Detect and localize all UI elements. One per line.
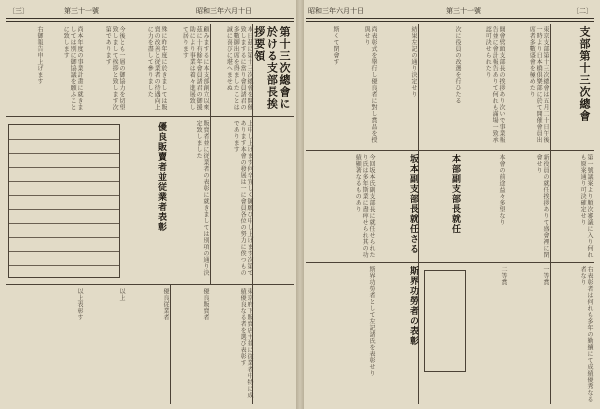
issue-date: 昭和三年六月十日: [308, 7, 364, 15]
article-text: 二等賞: [500, 266, 507, 286]
article-text: 右表彰者は何れも多年の勤續にて成績優秀なる者なり: [579, 266, 593, 403]
article-text: 今回坂本氏副支部長に就任せられたり氏は多年斯業に盡瘁せられ其の功績顯著なるものあり: [354, 154, 375, 258]
article-text: 開會劈頭支部長の挨拶あり次いで事業報告並に會計報告ありて何れも滿場一致承認可決せられたり: [484, 26, 505, 143]
article-text: 今後とも一層の御協力を切望致しまして挨拶と致します次第であります: [104, 26, 125, 111]
award-headline: 優良販賣者並従業者表彰: [156, 122, 166, 232]
article-text: 優良販賣者: [202, 288, 209, 321]
article-text: 東京支部第十三次總會は五月二十日午後一時より日本橋倶樂部に於て開催會員出席者多數盛會を極めたり: [528, 26, 549, 143]
article-text: 東京府下販賣店主並に従業者中特に成績優良なる者を選び表彰す: [239, 288, 253, 399]
article-text: 斯くて閉會す: [332, 26, 339, 65]
article-text: 次に役員の改選を行ひたる: [454, 26, 461, 104]
greeting-headline: 第十三次總會に於ける支部長挨拶要領: [252, 26, 291, 110]
issue-date: 昭和三年六月十日: [196, 7, 252, 15]
meeting-headline: 支部第十三次總會: [578, 26, 591, 122]
article-text: 尚表彰式を擧行し優良者に對し賞品を授與せり: [363, 26, 377, 143]
article-text: 斯界功勞者として左記諸氏を表彰せり: [368, 266, 375, 377]
article-text: 右御報告申上げます: [36, 26, 43, 85]
vice-director-subhead: 坂本副支部長就任さる: [408, 154, 418, 254]
merit-headline: 斯界功勞者の表彰: [408, 266, 418, 346]
binding-gutter: [296, 0, 304, 409]
article-text: 本會の前途益々多望なり: [498, 154, 505, 226]
article-text: 尚本年度の事業計畫に就きましては別に御協議を願ふことに致します: [62, 26, 83, 111]
right-page-header: [306, 4, 594, 19]
article-text: 第一號議案より順次審議に入り何れも原案通り可決確定せり: [579, 154, 593, 258]
awardee-table: [8, 124, 120, 278]
page-number: 〔二〕: [572, 7, 593, 15]
article-text: 上申し上げます何卒宜しく御願ひ申し上げます次第であります本會の發展は一に會員各位の努力に俟つものであります: [232, 120, 253, 276]
article-text: 本日茲に第十三次總會を開催致しまするに當り會員諸君の多數御出席を得ましたことは誠に喜びに堪へませぬ: [225, 26, 253, 111]
page-number: 〔三〕: [8, 7, 29, 15]
article-text: 新役員の就任挨拶ありて盛會裡に閉會せり: [535, 154, 549, 258]
article-text: 優良従業者: [162, 288, 169, 321]
article-text: 以上: [118, 288, 125, 301]
article-text: 販賣者並に従業者の表彰に就きましては別項の通り決定致しました: [195, 120, 209, 276]
left-page-header: [6, 4, 294, 19]
edition-number: 第三十一號: [446, 7, 481, 15]
article-text: 殊に昨年度に於きましては販賣の改善と従業者の待遇向上に力を盡して參りました: [146, 26, 167, 111]
article-text: 顧みまするに本支部創立以來茲に十有餘年會員諸君の御援助により事業は着々進展致して居ります: [181, 26, 209, 111]
right-page: [300, 0, 600, 409]
article-text: 以上表彰す: [76, 288, 83, 321]
article-text: 一等賞: [542, 266, 549, 286]
edition-number: 第三十一號: [64, 7, 99, 15]
article-text: 結果左記の通り決定せり: [410, 26, 417, 98]
vice-director-headline: 本部副支部長就任: [450, 154, 460, 234]
award-box: [424, 270, 466, 372]
